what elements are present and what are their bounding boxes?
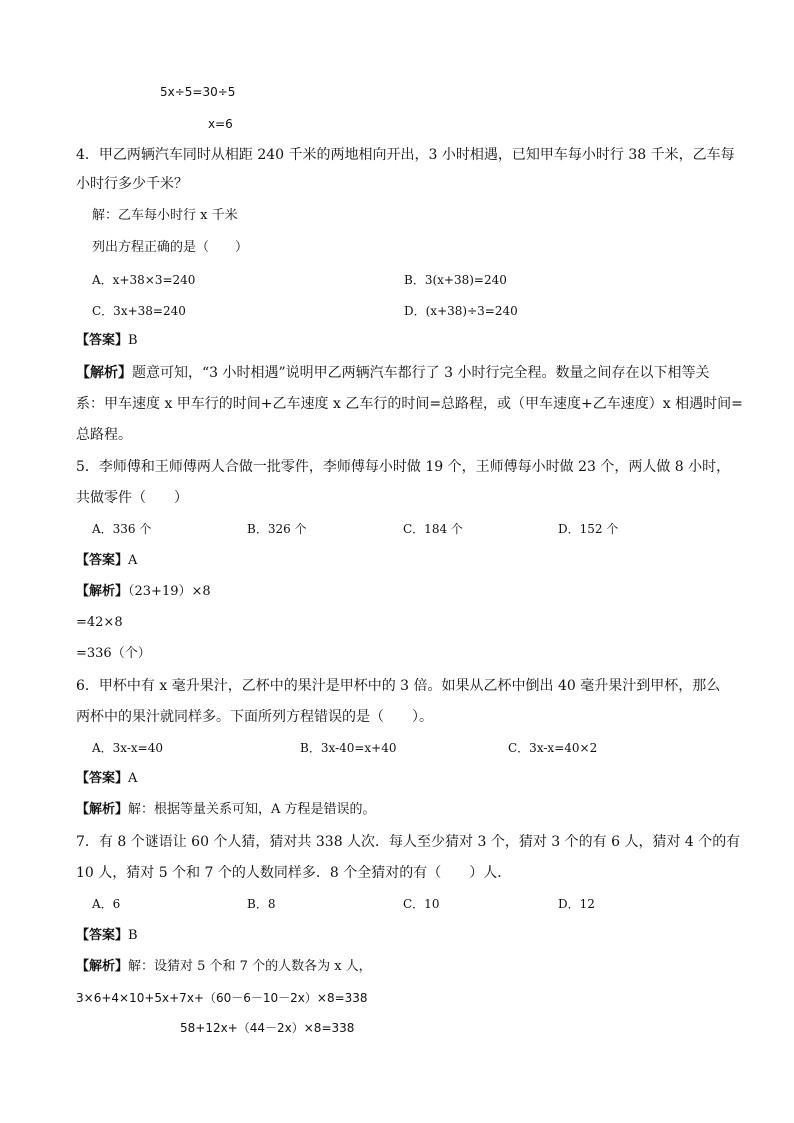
option-b: B．3x-40=x+40 (300, 741, 397, 755)
analysis-text: 题意可知，“3 小时相遇”说明甲乙两辆汽车都行了 3 小时行完全程。数量之间存在以下相等关 (132, 365, 710, 381)
analysis-tag: 【解析】 (76, 959, 129, 974)
option-c: C．3x+38=240 (92, 304, 186, 318)
question-5-text: 共做零件（ ） (76, 490, 188, 506)
equation-line: 5x÷5=30÷5 (160, 85, 236, 99)
answer-tag: 【答案】 (76, 553, 129, 568)
question-5-text: 5．李师傅和王师傅两人合做一批零件，李师傅每小时做 19 个，王师傅每小时做 23 个，两人做 8 小时， (76, 459, 731, 475)
analysis-text: 解：设猜对 5 个和 7 个的人数各为 x 人， (128, 959, 372, 974)
answer-tag: 【答案】 (76, 928, 129, 943)
analysis-text: 总路程。 (76, 427, 132, 443)
option-c: C．3x-x=40×2 (508, 741, 598, 755)
calculation-line: =336（个） (76, 646, 151, 661)
answer-value: B (128, 928, 138, 943)
option-a: A．3x-x=40 (92, 741, 164, 755)
answer-line (76, 552, 137, 570)
option-d: D．(x+38)÷3=240 (404, 304, 518, 318)
option-c: C．10 (403, 897, 440, 911)
question-4-text: 小时行多少千米？ (76, 176, 188, 192)
question-6-text: 6．甲杯中有 x 毫升果汁，乙杯中的果汁是甲杯中的 3 倍。如果从乙杯中倒出 40 毫升果汁到甲杯，那么 (76, 678, 721, 694)
answer-value: A (128, 553, 138, 568)
analysis-text: 解：根据等量关系可知，A 方程是错误的。 (128, 802, 376, 817)
analysis-tag: 【解析】 (76, 802, 129, 817)
option-a: A．x+38×3=240 (92, 273, 196, 287)
equation-line: 58+12x+（44－2x）×8=338 (180, 1021, 355, 1035)
analysis-line (76, 801, 376, 819)
option-a: A．6 (92, 897, 121, 911)
answer-value: B (128, 333, 138, 348)
option-d: D．152 个 (558, 522, 619, 536)
analysis-tag: 【解析】 (76, 365, 132, 381)
solution-setup: 解：乙车每小时行 x 千米 (92, 208, 238, 223)
option-b: B．8 (247, 897, 276, 911)
analysis-text: 系：甲车速度 x 甲车行的时间+乙车速度 x 乙车行的时间=总路程，或（甲车速度+乙车速度）x 相遇时间= (76, 396, 743, 412)
question-4-text: 4．甲乙两辆汽车同时从相距 240 千米的两地相向开出，3 小时相遇，已知甲车每小时行 38 千米，乙车每 (76, 147, 735, 163)
answer-line (76, 927, 138, 945)
equation-line: x=6 (208, 117, 233, 131)
question-7-text: 10 人，猜对 5 个和 7 个的人数同样多．8 个全猜对的有（ ）人． (76, 865, 512, 881)
question-prompt: 列出方程正确的是（ ） (92, 240, 249, 255)
question-6-text: 两杯中的果汁就同样多。下面所列方程错误的是（ ）。 (76, 709, 433, 725)
option-d: D．12 (558, 897, 595, 911)
option-a: A．336 个 (92, 522, 152, 536)
analysis-line (76, 364, 709, 382)
analysis-line (76, 958, 372, 976)
option-b: B．326 个 (247, 522, 307, 536)
analysis-tag: 【解析】 (76, 584, 129, 599)
analysis-text: （23+19）×8 (128, 584, 211, 599)
option-b: B．3(x+38)=240 (404, 273, 507, 287)
answer-line (76, 332, 138, 350)
question-7-text: 7．有 8 个谜语让 60 个人猜，猜对共 338 人次．每人至少猜对 3 个，猜对 3 个的有 6 人，猜对 4 个的有 (76, 834, 741, 850)
analysis-line (76, 583, 211, 601)
answer-tag: 【答案】 (76, 771, 129, 786)
option-c: C．184 个 (403, 522, 463, 536)
answer-line (76, 770, 137, 788)
equation-line: 3×6+4×10+5x+7x+（60－6－10－2x）×8=338 (76, 991, 368, 1005)
answer-value: A (128, 771, 138, 786)
answer-tag: 【答案】 (76, 333, 129, 348)
calculation-line: =42×8 (76, 615, 123, 630)
